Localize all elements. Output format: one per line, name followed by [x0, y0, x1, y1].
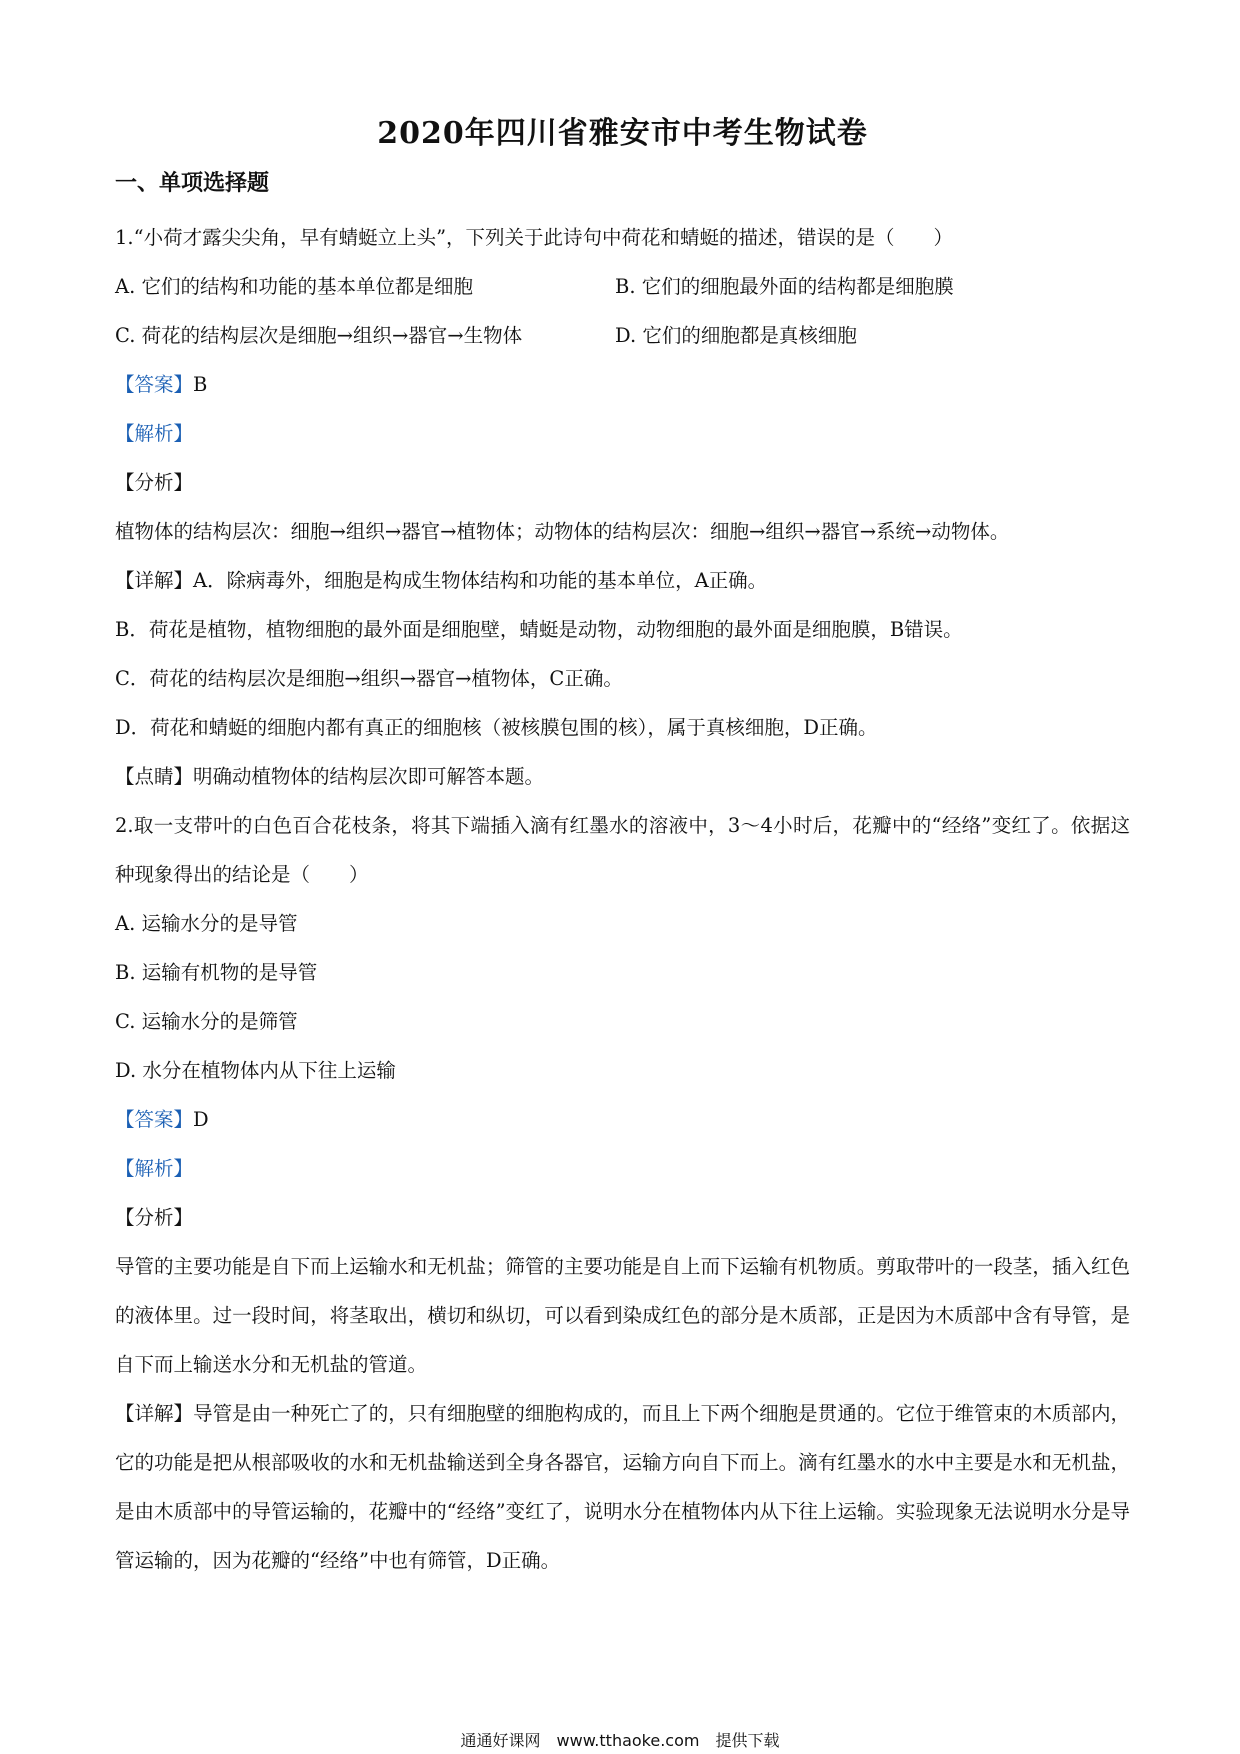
- answer-value: D: [193, 1108, 209, 1131]
- dianjing-text: 明确动植物体的结构层次即可解答本题。: [193, 765, 545, 788]
- q2-xiangjie: [115, 1389, 1130, 1585]
- q2-jiexi-tag: 【解析】: [115, 1157, 194, 1180]
- q1-explain-b: B．荷花是植物，植物细胞的最外面是细胞壁，蜻蜓是动物，动物细胞的最外面是细胞膜，B错误。: [115, 618, 963, 641]
- q1-option-d: D. 它们的细胞都是真核细胞: [615, 324, 857, 347]
- xiangjie-tag: 【详解】: [115, 569, 194, 592]
- question-1-options-row-2: [115, 311, 1130, 360]
- q1-fenxi-text: 植物体的结构层次：细胞→组织→器官→植物体；动物体的结构层次：细胞→组织→器官→系统→动物体。: [115, 520, 1010, 543]
- xiangjie-text: A．除病毒外，细胞是构成生物体结构和功能的基本单位，A正确。: [193, 569, 768, 592]
- question-1-options-row-1: [115, 262, 1130, 311]
- xiangjie-text: 导管是由一种死亡了的，只有细胞壁的细胞构成的，而且上下两个细胞是贯通的。它位于维管束的木质部内，它的功能是把从根部吸收的水和无机盐输送到全身各器官，运输方向自下而上。滴有红墨水的水中主要是水和无机盐，是由木质部中的导管运输的，花瓣中的“经络”变红了，说明水分在植物体内从下往上运输。实验现象无法说明水分是导管运输的，因为花瓣的“经络”中也有筛管，D正确。: [115, 1402, 1130, 1572]
- q2-option-d: D. 水分在植物体内从下往上运输: [115, 1059, 396, 1082]
- question-2-stem: 2.取一支带叶的白色百合花枝条，将其下端插入滴有红墨水的溶液中，3～4小时后，花瓣中的“经络”变红了。依据这种现象得出的结论是（ ）: [115, 814, 1130, 886]
- q2-option-b: B. 运输有机物的是导管: [115, 961, 318, 984]
- section-heading: 一、单项选择题: [115, 170, 270, 196]
- q2-fenxi-text: 导管的主要功能是自下而上运输水和无机盐；筛管的主要功能是自上而下运输有机物质。剪取带叶的一段茎，插入红色的液体里。过一段时间，将茎取出，横切和纵切，可以看到染成红色的部分是木质部，正是因为木质部中含有导管，是自下而上输送水分和无机盐的管道。: [115, 1255, 1130, 1376]
- answer-tag: 【答案】: [115, 373, 194, 396]
- footer-watermark: 通通好课网 www.tthaoke.com 提供下载: [460, 1731, 780, 1750]
- q2-option-c: C. 运输水分的是筛管: [115, 1010, 298, 1033]
- q1-explain-d: D．荷花和蜻蜓的细胞内都有真正的细胞核（被核膜包围的核），属于真核细胞，D正确。: [115, 716, 878, 739]
- answer-tag: 【答案】: [115, 1108, 194, 1131]
- dianjing-tag: 【点睛】: [115, 765, 194, 788]
- q1-fenxi-tag: 【分析】: [115, 471, 194, 494]
- q1-option-b: B. 它们的细胞最外面的结构都是细胞膜: [615, 275, 954, 298]
- q1-explain-c: C．荷花的结构层次是细胞→组织→器官→植物体，C正确。: [115, 667, 623, 690]
- q1-xiangjie: [115, 556, 1130, 605]
- q1-dianjing: [115, 752, 1130, 801]
- page-title: 2020年四川省雅安市中考生物试卷: [377, 116, 868, 151]
- q1-answer: [115, 360, 1130, 409]
- question-1-stem: 1.“小荷才露尖尖角，早有蜻蜓立上头”，下列关于此诗句中荷花和蜻蜓的描述，错误的是（ ）: [115, 226, 954, 249]
- q1-option-c: C. 荷花的结构层次是细胞→组织→器官→生物体: [115, 324, 523, 347]
- xiangjie-tag: 【详解】: [115, 1402, 194, 1425]
- q1-option-a: A. 它们的结构和功能的基本单位都是细胞: [115, 275, 473, 298]
- q2-fenxi-tag: 【分析】: [115, 1206, 194, 1229]
- q2-answer: [115, 1095, 1130, 1144]
- q2-option-a: A. 运输水分的是导管: [115, 912, 298, 935]
- answer-value: B: [193, 373, 208, 396]
- q1-jiexi-tag: 【解析】: [115, 422, 194, 445]
- document-page: [115, 108, 1130, 1585]
